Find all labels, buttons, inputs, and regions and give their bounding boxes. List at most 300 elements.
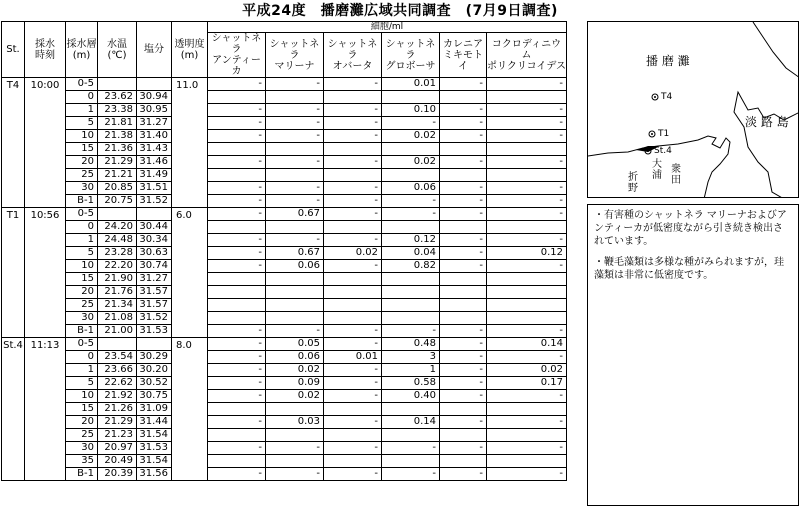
cell-count: 0.02 [382,156,440,169]
table-row [2,208,567,221]
station-marker-t1-dot [651,133,653,135]
temp-cell: 21.00 [98,325,137,338]
cell-count [266,143,324,156]
table-row [2,351,567,364]
note-flagellates: ・鞭毛藻類は多様な種がみられますが，珪藻類は非常に低密度です。 [594,257,784,281]
depth-cell: 10 [66,260,98,273]
station-marker-st4-dot [647,150,649,152]
depth-cell: 0-5 [66,338,98,351]
cell-count [266,312,324,325]
header-temp-text: 水温 (℃) [107,38,127,61]
honshu-coast [753,22,799,78]
salinity-cell: 30.20 [137,364,172,377]
table-row [2,104,567,117]
time-cell: 11:13 [25,338,66,481]
cell-count: - [266,78,324,91]
header-species-text: カレニア ミキモトイ [443,38,483,72]
cell-count: - [208,234,266,247]
cell-count [440,286,487,299]
cell-count [208,91,266,104]
cell-count: - [208,442,266,455]
cell-count [324,91,382,104]
cell-count: - [487,78,567,91]
header-transparency [172,22,208,78]
depth-cell: 30 [66,442,98,455]
table-row [2,455,567,468]
salinity-cell: 31.56 [137,468,172,481]
header-species-text: シャットネラ グロボーサ [385,38,436,72]
temp-cell: 20.39 [98,468,137,481]
cell-count [382,312,440,325]
salinity-cell: 31.51 [137,182,172,195]
salinity-cell: 31.57 [137,299,172,312]
cell-count: - [487,182,567,195]
header-species [487,33,567,78]
cell-count: - [487,195,567,208]
cell-count: - [440,325,487,338]
temp-cell: 21.29 [98,156,137,169]
cell-count: - [382,325,440,338]
salinity-cell: 30.95 [137,104,172,117]
salinity-cell: 31.54 [137,429,172,442]
cell-count: - [208,390,266,403]
cell-count [208,169,266,182]
cell-count: - [440,130,487,143]
cell-count: - [208,195,266,208]
cell-count [382,455,440,468]
awaji-island-shape [734,92,799,198]
cell-count: - [266,325,324,338]
cell-count [440,299,487,312]
header-station: St. [2,22,25,78]
cell-count: - [266,182,324,195]
cell-count: 0.67 [266,208,324,221]
cell-count: 0.01 [382,78,440,91]
cell-count [208,455,266,468]
temp-cell: 21.34 [98,299,137,312]
cell-count [440,455,487,468]
temp-cell: 21.21 [98,169,137,182]
cell-count: - [208,182,266,195]
cell-count: - [324,234,382,247]
depth-cell: 30 [66,182,98,195]
note-harmful-species: ・有害種のシャットネラ マリーナおよびアンティーカが低密度ながら引き続き検出されています。 [594,210,787,247]
header-species [324,33,382,78]
cell-count: - [324,104,382,117]
salinity-cell: 31.46 [137,156,172,169]
cell-count: - [324,390,382,403]
temp-cell: 23.62 [98,91,137,104]
salinity-cell: 30.52 [137,377,172,390]
cell-count [324,299,382,312]
cell-count: - [487,234,567,247]
temp-cell: 21.81 [98,117,137,130]
map-coastline [588,22,799,198]
temp-cell: 23.54 [98,351,137,364]
cell-count [487,221,567,234]
table-row [2,91,567,104]
cell-count: 0.40 [382,390,440,403]
cell-count [208,273,266,286]
transparency-cell: 11.0 [172,78,208,208]
cell-count: 0.06 [382,182,440,195]
temp-cell [98,338,137,351]
cell-count: - [487,260,567,273]
depth-cell: 0-5 [66,78,98,91]
cell-count: - [208,130,266,143]
cell-count: - [324,195,382,208]
temp-cell: 21.38 [98,130,137,143]
temp-cell: 24.20 [98,221,137,234]
depth-cell: 35 [66,455,98,468]
cell-count [266,286,324,299]
temp-cell: 21.92 [98,390,137,403]
depth-cell: 5 [66,117,98,130]
cell-count: - [324,364,382,377]
map-town-oura: 大 浦 [652,159,662,181]
table-row [2,403,567,416]
table-row [2,429,567,442]
cell-count [440,312,487,325]
cell-count: - [487,156,567,169]
temp-cell: 21.76 [98,286,137,299]
cell-count: 0.02 [266,364,324,377]
cell-count: - [208,468,266,481]
salinity-cell: 30.63 [137,247,172,260]
temp-cell: 20.85 [98,182,137,195]
page-title: 平成24度 播磨灘広域共同調査 (7月9日調査) [242,3,558,19]
cell-count: 0.17 [487,377,567,390]
cell-count [487,429,567,442]
table-row [2,195,567,208]
cell-count [266,221,324,234]
cell-count: - [324,442,382,455]
cell-count [487,286,567,299]
salinity-cell: 30.44 [137,221,172,234]
depth-cell: 0 [66,91,98,104]
cell-count [487,91,567,104]
cell-count: 0.06 [266,351,324,364]
temp-cell: 20.49 [98,455,137,468]
header-cells-unit: 細胞/ml [208,22,567,33]
cell-count [487,312,567,325]
location-map [587,21,799,198]
salinity-cell: 30.94 [137,91,172,104]
temp-cell: 21.29 [98,416,137,429]
cell-count [208,299,266,312]
cell-count: - [487,325,567,338]
cell-count: - [487,416,567,429]
header-species-text: シャットネラ アンティーカ [211,33,262,77]
salinity-cell: 31.27 [137,117,172,130]
table-row [2,364,567,377]
cell-count: - [266,117,324,130]
cell-count: - [324,78,382,91]
cell-count: - [440,208,487,221]
temp-cell [98,78,137,91]
table-row [2,468,567,481]
salinity-cell: 30.29 [137,351,172,364]
depth-cell: 1 [66,104,98,117]
cell-count: - [266,195,324,208]
depth-cell: 1 [66,364,98,377]
cell-count: - [324,208,382,221]
cell-count [324,429,382,442]
temp-cell: 23.38 [98,104,137,117]
salinity-cell [137,78,172,91]
salinity-cell: 31.27 [137,273,172,286]
table-row [2,299,567,312]
header-depth [66,22,98,78]
cell-count: - [440,364,487,377]
salinity-cell: 31.43 [137,143,172,156]
cell-count: - [324,377,382,390]
cell-count: - [208,247,266,260]
cell-count: 0.02 [487,364,567,377]
table-row [2,247,567,260]
header-salinity: 塩分 [137,22,172,78]
cell-count [208,312,266,325]
header-species [266,33,324,78]
table-row [2,221,567,234]
cell-count [266,429,324,442]
depth-cell: 10 [66,390,98,403]
temp-cell: 21.23 [98,429,137,442]
header-species [382,33,440,78]
salinity-cell: 31.52 [137,195,172,208]
cell-count: - [382,195,440,208]
cell-count: - [266,234,324,247]
map-station-t4: T4 [661,92,673,102]
cell-count: - [440,377,487,390]
cell-count: - [382,468,440,481]
table-row [2,377,567,390]
temp-cell: 21.26 [98,403,137,416]
cell-count: - [324,338,382,351]
cell-count: - [208,78,266,91]
cell-count [208,403,266,416]
header-time [25,22,66,78]
salinity-cell [137,208,172,221]
cell-count: 0.12 [487,247,567,260]
temp-cell: 21.90 [98,273,137,286]
cell-count: 0.10 [382,104,440,117]
temp-cell: 23.28 [98,247,137,260]
table-row [2,260,567,273]
map-station-st4: St.4 [654,146,672,156]
cell-count: - [324,156,382,169]
station-marker-t4-dot [654,96,656,98]
cell-count: 0.09 [266,377,324,390]
header-species [440,33,487,78]
table-row [2,117,567,130]
cell-count: - [266,156,324,169]
cell-count: - [487,117,567,130]
cell-count [440,273,487,286]
cell-count: - [324,325,382,338]
cell-count: - [440,156,487,169]
table-row [2,234,567,247]
cell-count: - [440,247,487,260]
header-species [208,33,266,78]
cell-count [266,455,324,468]
cell-count: - [440,416,487,429]
table-row [2,78,567,91]
temp-cell: 22.62 [98,377,137,390]
cell-count [266,91,324,104]
temp-cell: 24.48 [98,234,137,247]
temp-cell: 20.75 [98,195,137,208]
cell-count: - [324,182,382,195]
cell-count: 0.12 [382,234,440,247]
cell-count: - [208,364,266,377]
cell-count [382,429,440,442]
station-cell: St.4 [2,338,25,481]
cell-count [266,273,324,286]
cell-count: - [208,156,266,169]
depth-cell: B-1 [66,468,98,481]
header-time-text: 採水 時刻 [35,38,55,61]
cell-count [440,91,487,104]
salinity-cell: 30.34 [137,234,172,247]
cell-count: - [440,390,487,403]
cell-count: 0.03 [266,416,324,429]
cell-count: - [266,442,324,455]
table-row [2,286,567,299]
temp-cell: 21.36 [98,143,137,156]
cell-count: - [382,117,440,130]
depth-cell: 15 [66,143,98,156]
table-row [2,273,567,286]
station-cell: T4 [2,78,25,208]
table-row [2,312,567,325]
cell-count: - [266,468,324,481]
table-row [2,143,567,156]
cell-count: - [487,442,567,455]
salinity-cell: 31.52 [137,312,172,325]
cell-count [487,299,567,312]
cell-count: - [208,104,266,117]
cell-count [324,455,382,468]
cell-count [266,403,324,416]
cell-count: - [487,468,567,481]
cell-count: - [382,208,440,221]
salinity-cell: 31.49 [137,169,172,182]
cell-count: 0.82 [382,260,440,273]
salinity-cell: 31.40 [137,130,172,143]
temp-cell: 20.97 [98,442,137,455]
map-station-t1: T1 [658,129,670,139]
salinity-cell: 31.57 [137,286,172,299]
depth-cell: 20 [66,286,98,299]
cell-count: 1 [382,364,440,377]
cell-count: - [487,208,567,221]
table-row [2,182,567,195]
table-row [2,416,567,429]
cell-count [487,169,567,182]
cell-count: - [208,416,266,429]
depth-cell: 0 [66,221,98,234]
cell-count: - [208,325,266,338]
cell-count: 0.02 [266,390,324,403]
cell-count [208,286,266,299]
cell-count [382,299,440,312]
map-town-shuda: 衆 田 [671,164,681,186]
header-transparency-text: 透明度 (m) [174,38,205,61]
cell-count: - [487,130,567,143]
cell-count [440,403,487,416]
cell-count: - [440,117,487,130]
table-row [2,169,567,182]
cell-count: - [440,260,487,273]
cell-count: - [440,468,487,481]
cell-count [324,273,382,286]
cell-count: - [487,390,567,403]
depth-cell: B-1 [66,325,98,338]
table-row [2,442,567,455]
cell-count: - [324,117,382,130]
cell-count [324,221,382,234]
salinity-cell: 31.53 [137,442,172,455]
table-row [2,325,567,338]
salinity-cell: 31.44 [137,416,172,429]
salinity-cell [137,338,172,351]
table-row [2,130,567,143]
cell-count: - [324,130,382,143]
notes-box [587,204,799,506]
cell-count: - [440,338,487,351]
temp-cell: 23.66 [98,364,137,377]
cell-count: - [440,351,487,364]
depth-cell: 0 [66,351,98,364]
cell-count: 0.02 [324,247,382,260]
salinity-cell: 30.74 [137,260,172,273]
cell-count [487,143,567,156]
salinity-cell: 31.53 [137,325,172,338]
depth-cell: 20 [66,416,98,429]
cell-count [440,429,487,442]
depth-cell: B-1 [66,195,98,208]
table-row [2,390,567,403]
cell-count [382,273,440,286]
depth-cell: 5 [66,247,98,260]
depth-cell: 30 [66,312,98,325]
cell-count: - [266,130,324,143]
cell-count: - [324,260,382,273]
cell-count [324,143,382,156]
cell-count: - [324,416,382,429]
cell-count: - [208,117,266,130]
cell-count [382,169,440,182]
map-island-label: 淡 路 島 [745,115,789,129]
depth-cell: 25 [66,299,98,312]
header-species-text: コクロディニウム ポリクリコイデス [487,38,566,72]
cell-count: 0.58 [382,377,440,390]
cell-count [487,273,567,286]
header-depth-text: 採水層 (m) [66,38,97,61]
depth-cell: 10 [66,130,98,143]
depth-cell: 25 [66,429,98,442]
map-sea-label: 播 磨 灘 [646,54,690,68]
cell-count: 0.67 [266,247,324,260]
cell-count [382,286,440,299]
cell-count [382,403,440,416]
cell-count: 0.06 [266,260,324,273]
cell-count: 0.01 [324,351,382,364]
salinity-cell: 31.09 [137,403,172,416]
cell-count: 0.02 [382,130,440,143]
depth-cell: 1 [66,234,98,247]
